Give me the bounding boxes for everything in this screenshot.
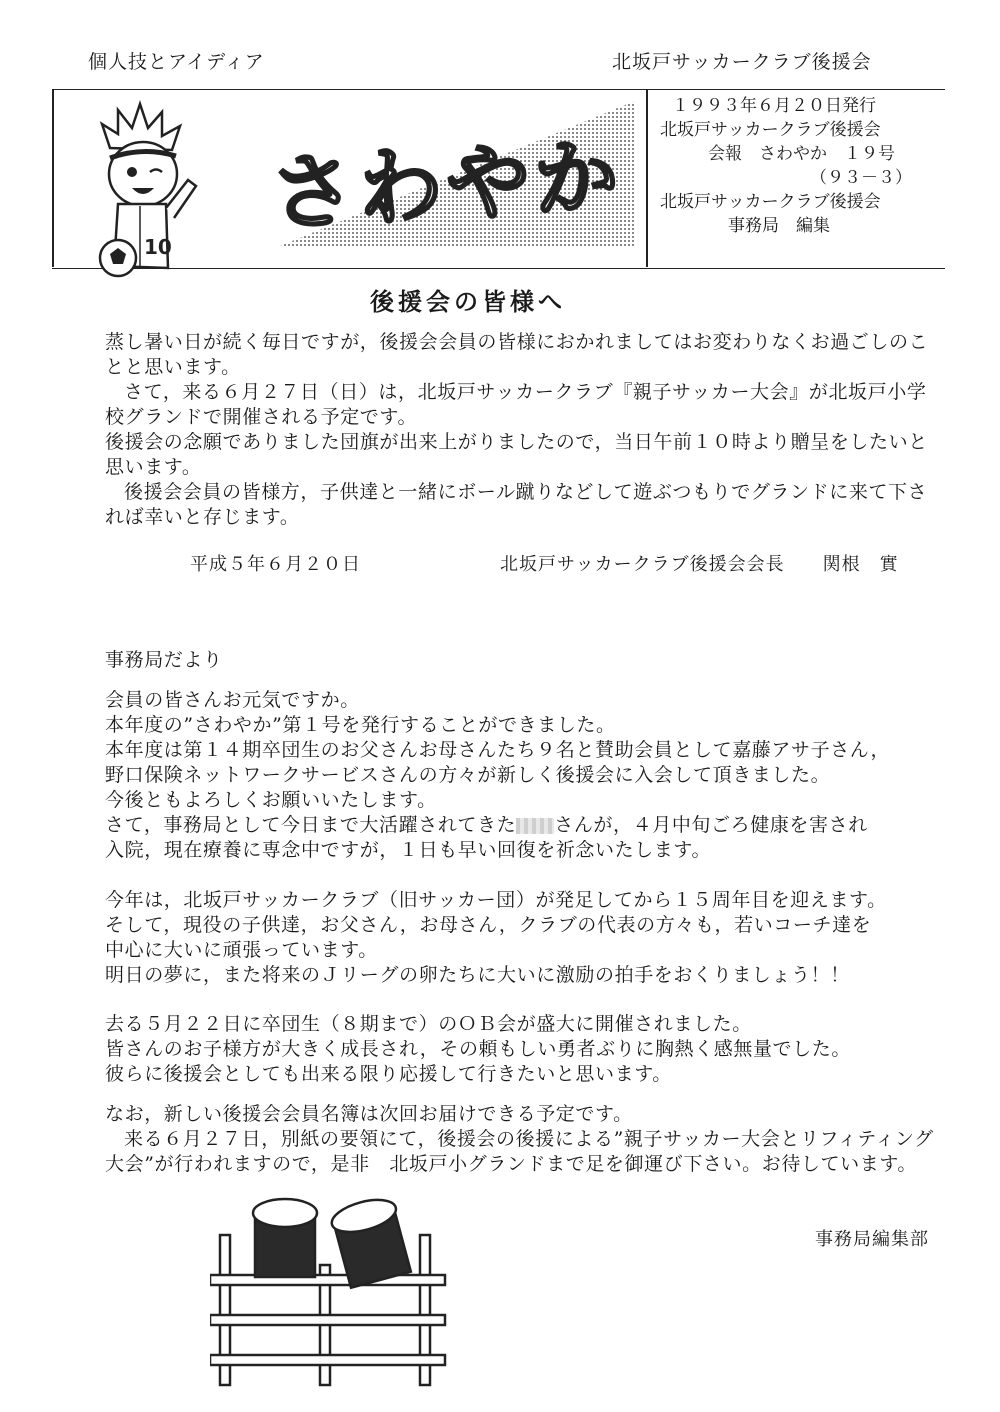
office-line-part: さんが，４月中旬ごろ健康を害され	[554, 814, 868, 836]
office-line: 去る５月２２日に卒団生（８期まで）のＯＢ会が盛大に開催されました。	[105, 1013, 752, 1035]
redacted-name	[516, 818, 554, 834]
closing-paragraph	[105, 1102, 945, 1177]
office-footer-signature: 事務局編集部	[815, 1229, 929, 1250]
issue-number: 会報 さわやか １９号	[708, 144, 895, 164]
office-line: 今後ともよろしくお願いいたします。	[105, 789, 437, 811]
office-line: 野口保険ネットワークサービスさんの方々が新しく後援会に入会して頂きました。	[105, 764, 831, 786]
issue-info	[660, 94, 940, 238]
office-line: 本年度の”さわやか”第１号を発行することができました。	[105, 714, 616, 736]
greeting-body	[105, 330, 945, 530]
office-line: 彼らに後援会としても出来る限り応援して行きたいと思います。	[105, 1063, 672, 1085]
issue-publisher: 北坂戸サッカークラブ後援会	[660, 120, 881, 140]
anniversary-paragraph	[105, 888, 945, 988]
mascot-soccer-boy-icon	[88, 96, 208, 296]
greeting-heading: 後援会の皆様へ	[370, 287, 566, 316]
issue-editor: 事務局 編集	[728, 216, 830, 236]
issue-date: １９９３年６月２０日発行	[672, 96, 876, 116]
office-line: そして，現役の子供達，お父さん，お母さん，クラブの代表の方々も，若いコーチ達を	[105, 914, 872, 936]
issue-code: （９３－３）	[810, 168, 912, 188]
greeting-paragraph: 後援会会員の皆様方，子供達と一緒にボール蹴りなどして遊ぶつもりでグランドに来て下されば幸いと存じます。	[105, 481, 928, 528]
section-label: 個人技とアイディア	[88, 51, 265, 73]
organization-name: 北坂戸サッカークラブ後援会	[612, 51, 872, 73]
banner-divider	[646, 89, 648, 267]
office-line: 中心に大いに頑張っています。	[105, 939, 378, 961]
issue-editor-org: 北坂戸サッカークラブ後援会	[660, 192, 881, 212]
newsletter-title: さわやか	[268, 126, 625, 244]
mascot-shirt-number: 10	[144, 235, 172, 259]
office-line	[105, 813, 945, 838]
greeting-paragraph: 蒸し暑い日が続く毎日ですが，後援会会員の皆様におかれましてはお変わりなくお過ごしのことと思います。	[105, 331, 929, 378]
greeting-paragraph: さて，来る６月２７日（日）は，北坂戸サッカークラブ『親子サッカー大会』が北坂戸小学校グランドで開催される予定です。	[105, 381, 927, 428]
office-line: 本年度は第１４期卒団生のお父さんお母さんたち９名と賛助会員として嘉藤アサ子さん，	[105, 739, 891, 761]
bamboo-drums-illustration-icon	[210, 1195, 450, 1395]
office-news-title: 事務局だより	[105, 649, 223, 671]
office-line: 入院，現在療養に専念中ですが，１日も早い回復を祈念いたします。	[105, 839, 712, 861]
ob-meeting-paragraph	[105, 1012, 945, 1087]
office-line: 明日の夢に，また将来のＪリーグの卵たちに大いに激励の拍手をおくりましょう！！	[105, 964, 850, 986]
greeting-date: 平成５年６月２０日	[190, 554, 361, 575]
banner-edge	[52, 89, 54, 267]
office-line: 来る６月２７日，別紙の要領にて，後援会の後援による”親子サッカー大会とリフィティング大会”が行われますので，是非 北坂戸小グランドまで足を御運び下さい。お待しています。	[105, 1128, 934, 1175]
greeting-signer: 北坂戸サッカークラブ後援会会長 関根 實	[500, 554, 899, 575]
office-line: 今年は，北坂戸サッカークラブ（旧サッカー団）が発足してから１５周年目を迎えます。	[105, 889, 887, 911]
office-line: 皆さんのお子様方が大きく成長され，その頼もしい勇者ぶりに胸熱く感無量でした。	[105, 1038, 851, 1060]
office-line-part: さて，事務局として今日まで大活躍されてきた	[105, 814, 517, 836]
office-line: 会員の皆さんお元気ですか。	[105, 689, 360, 711]
office-line: なお，新しい後援会会員名簿は次回お届けできる予定です。	[105, 1103, 633, 1125]
office-news-body	[105, 688, 945, 863]
greeting-paragraph: 後援会の念願でありました団旗が出来上がりましたので，当日午前１０時より贈呈をしたいと思います。	[105, 431, 928, 478]
